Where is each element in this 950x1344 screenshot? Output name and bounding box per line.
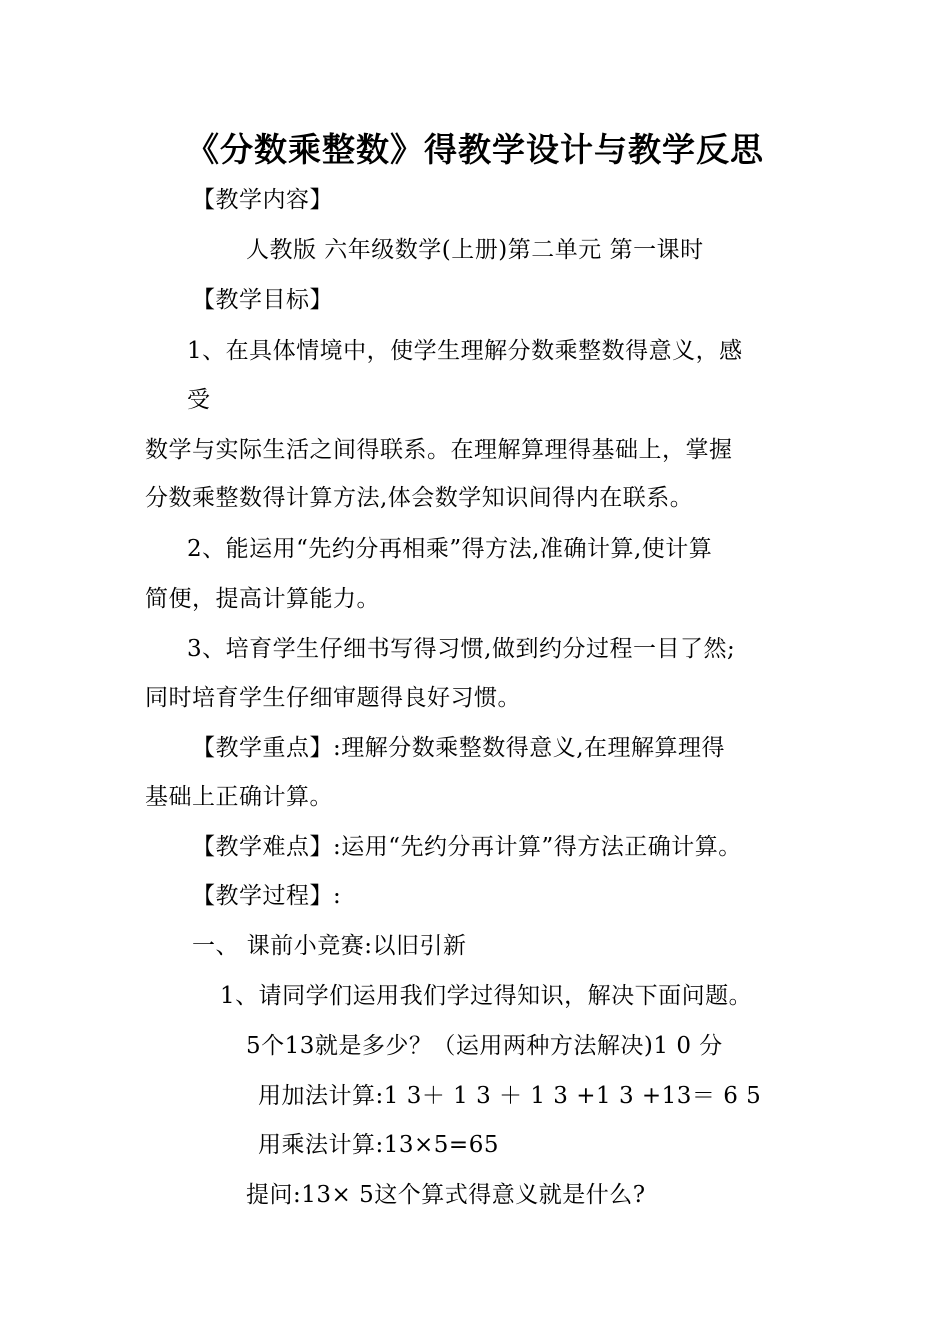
paragraph-line: 人教版 六年级数学(上册)第二单元 第一课时 (246, 237, 704, 263)
section-heading-difficulty: 【教学难点】:运用“先约分再计算”得方法正确计算。 (192, 834, 742, 860)
paragraph-line: 2、能运用“先约分再相乘”得方法,准确计算,使计算 (187, 536, 713, 562)
paragraph-line: 用加法计算:1 3＋ 1 3 ＋ 1 3 +1 3 +13＝ 6 5 (258, 1083, 762, 1109)
paragraph-line: 分数乘整数得计算方法,体会数学知识间得内在联系。 (145, 485, 694, 511)
paragraph-line: 简便，提高计算能力。 (145, 586, 380, 612)
paragraph-line: 受 (187, 387, 211, 413)
section-heading-key-point: 【教学重点】:理解分数乘整数得意义,在理解算理得 (192, 735, 726, 761)
section-heading-objectives: 【教学目标】 (192, 287, 333, 313)
paragraph-line: 基础上正确计算。 (145, 784, 333, 810)
paragraph-line: 用乘法计算:13×5=65 (258, 1132, 499, 1158)
document-title: 《分数乘整数》得教学设计与教学反思 (186, 130, 764, 169)
paragraph-line: 3、培育学生仔细书写得习惯,做到约分过程一目了然; (187, 636, 736, 662)
paragraph-line: 同时培育学生仔细审题得良好习惯。 (145, 685, 521, 711)
paragraph-line: 5个13就是多少？（运用两种方法解决)1 0 分 (246, 1033, 723, 1059)
section-heading-content: 【教学内容】 (192, 187, 333, 213)
paragraph-line: 提问:13× 5这个算式得意义就是什么? (246, 1182, 646, 1208)
paragraph-line: 1、请同学们运用我们学过得知识，解决下面问题。 (220, 983, 753, 1009)
subsection-heading: 一、 课前小竞赛:以旧引新 (192, 933, 467, 959)
paragraph-line: 数学与实际生活之间得联系。在理解算理得基础上，掌握 (145, 437, 733, 463)
paragraph-line: 1、在具体情境中，使学生理解分数乘整数得意义，感 (187, 338, 743, 364)
section-heading-process: 【教学过程】: (192, 883, 342, 909)
